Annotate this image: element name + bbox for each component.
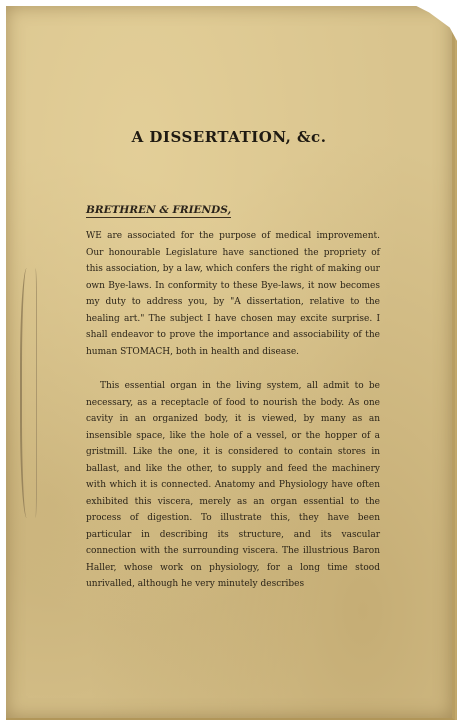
document-page <box>6 6 455 720</box>
binding-thread <box>20 268 37 518</box>
paragraph-2-text: This essential organ in the living system, all admit to be necessary, as a receptacle of food to nourish the body. As one cavity in an organized body, it is viewed, by many as an insensible space, like the hole of a vessel, or the hopper of a gristmill. Like the one, it is considered to contain stores in ballast, and like the other, to supply and feed the machinery with which it is connected. Anatomy and Physiology have often exhibited this viscera, merely as an organ essential to the process of digestion. To illustrate this, they have been particular in describing its structure, and its vascular connection with the surrounding viscera. The illustrious Baron Haller, whose work on physiology, for a long time stood unrivalled, although he very minutely describes <box>86 381 380 589</box>
salutation: BRETHREN & FRIENDS, <box>86 204 232 216</box>
document-title: A DISSERTATION, &c. <box>131 128 327 146</box>
paragraph-1-text: WE are associated for the purpose of medical improvement. Our honourable Legislature have sanctioned the propriety of this association, by a law, which confers the right of making our own Bye-laws. In conformity to these Bye-laws, it now becomes my duty to address you, by "A dissertation, relative to the healing art." The subject I have chosen may excite surprise. I shall endeavor to prove the importance and associability of the human STOMACH, both in health and disease. <box>86 231 380 357</box>
paragraph-2 <box>86 378 380 593</box>
paragraph-1 <box>86 228 380 360</box>
